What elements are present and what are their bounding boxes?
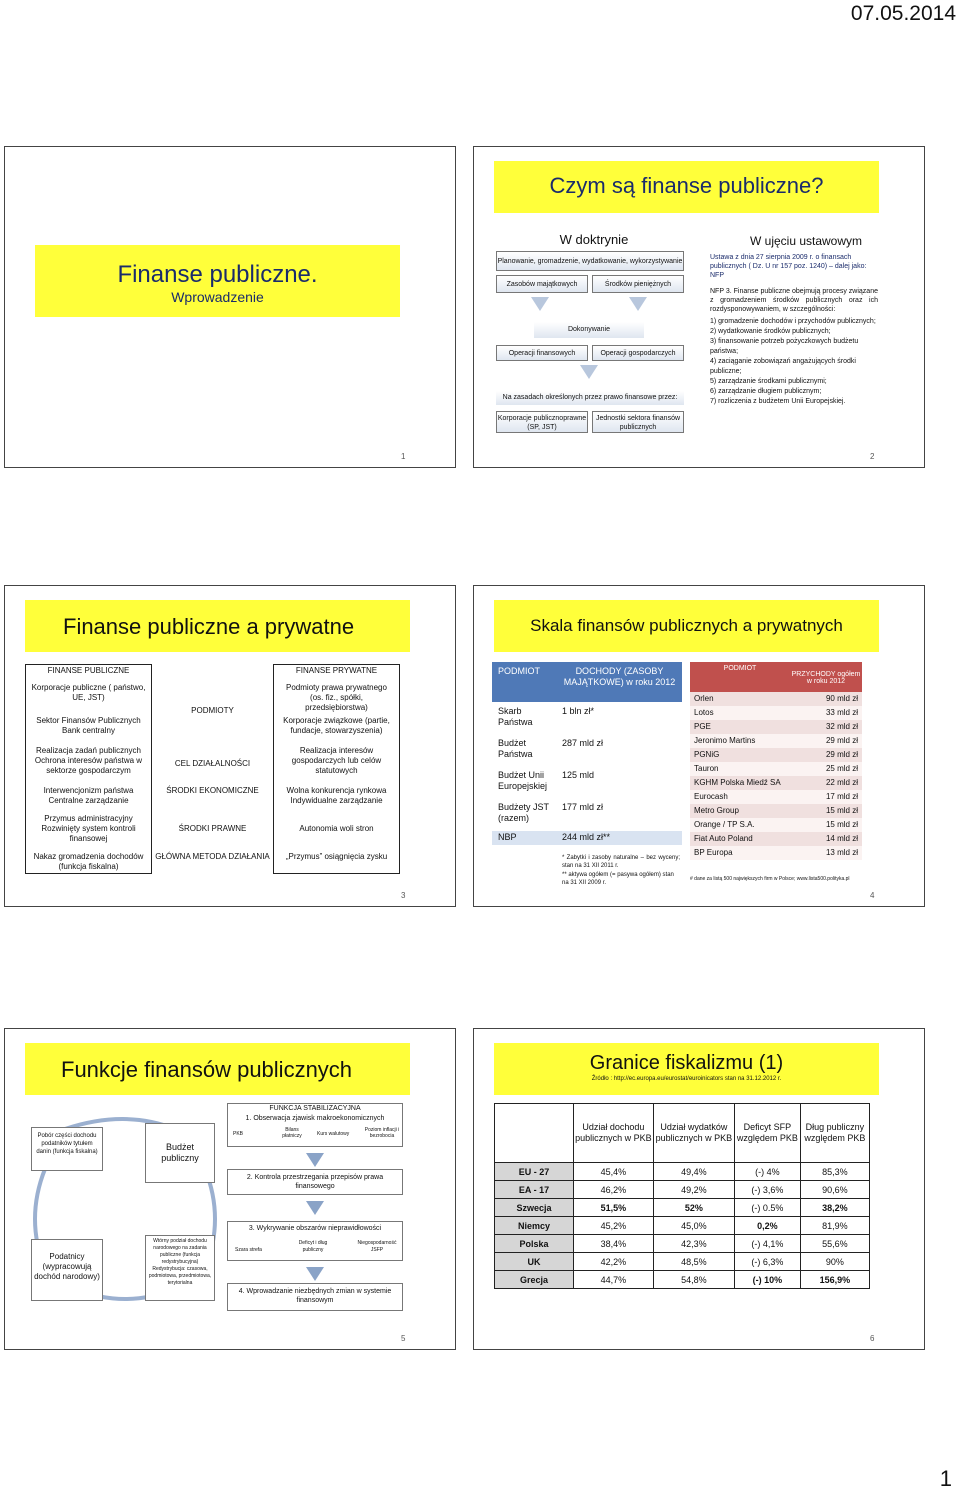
public-cell: Korporacje publiczne ( państwo, UE, JST) <box>31 683 146 702</box>
public-sector-units-box: Jednostki sektora finansów publicznych <box>592 411 684 433</box>
public-corporations-box: Korporacje publicznoprawne (SP, JST) <box>496 411 588 433</box>
value-cell: 38,4% <box>574 1235 654 1253</box>
value-cell: 42,3% <box>653 1235 734 1253</box>
company-name: KGHM Polska Miedź SA <box>694 778 781 787</box>
company-revenue: 22 mld zł <box>825 778 858 787</box>
company-name: Jeronimo Martins <box>694 736 756 745</box>
slide-1-title: Finanse publiczne. <box>117 261 318 288</box>
company-row <box>690 818 862 832</box>
company-name: Tauron <box>694 764 719 773</box>
value-cell: 51,5% <box>574 1199 654 1217</box>
private-cell: Podmioty prawa prywatnego (os. fiz., spółki, przedsiębiorstwa) <box>286 683 387 712</box>
article-item: 5) zarządzanie środkami publicznymi; <box>710 378 827 385</box>
article-item: 4) zaciąganie zobowiązań angażujących środki publiczne; <box>710 358 856 375</box>
down-arrow-icon <box>629 297 647 311</box>
company-row <box>690 748 862 762</box>
assets-box: Zasobów majątkowych <box>496 275 588 293</box>
value-cell: 54,8% <box>653 1271 734 1289</box>
company-row <box>690 846 862 860</box>
companies-header <box>690 662 862 694</box>
page-number: 1 <box>939 1466 952 1491</box>
header-cell: Dług publiczny względem PKB <box>800 1104 869 1163</box>
stabilization-step-4: 4. Wprowadzanie niezbędnych zmian w systemie finansowym <box>238 1288 392 1304</box>
down-arrow-icon <box>531 297 549 311</box>
fiscal-limits-table <box>494 1103 870 1289</box>
slide-3-title-box <box>25 600 410 652</box>
entity-cell: Budżet Unii Europejskiej <box>498 770 548 791</box>
company-revenue: 29 mld zł <box>825 736 858 745</box>
companies-head-entity: PODMIOT <box>723 665 757 672</box>
header-cell <box>495 1104 574 1163</box>
table-row <box>495 1217 870 1235</box>
company-name: PGE <box>694 722 711 731</box>
stabilization-step-3: 3. Wykrywanie obszarów nieprawidłowości <box>248 1225 382 1232</box>
slide-2-title: Czym są finanse publiczne? <box>549 173 824 198</box>
stabilization-step-2: 2. Kontrola przestrzegania przepisów prawa finansowego <box>246 1174 384 1190</box>
slide-5-title: Funkcje finansów publicznych <box>61 1057 353 1082</box>
funds-box: Środków pieniężnych <box>592 275 684 293</box>
income-cell: 1 bln zł* <box>562 706 595 716</box>
macro-item: Poziom inflacji i bezrobocia <box>364 1127 400 1139</box>
public-head-income: DOCHODY (ZASOBY MAJĄTKOWE) w roku 2012 <box>563 666 676 687</box>
value-cell: (-) 3,6% <box>734 1181 800 1199</box>
income-cell: 244 mld zł** <box>562 832 611 842</box>
table-row <box>495 1271 870 1289</box>
company-name: Orlen <box>694 694 714 703</box>
public-cell: Sektor Finansów Publicznych Bank centralny <box>36 716 141 735</box>
redistribution-box: Wtórny podział dochodu narodowego na zadania publiczne (funkcja redystrybucyjna) Redystrybucja: czasowa, podmiotowa, przedmiotowa, terytorialna <box>145 1235 215 1301</box>
country-cell: Szwecja <box>495 1199 574 1217</box>
private-cell: Korporacje związkowe (partie, fundacje, stowarzyszenia) <box>283 716 390 735</box>
category-label: ŚRODKI EKONOMICZNE <box>166 786 259 795</box>
country-cell: UK <box>495 1253 574 1271</box>
public-cell: Realizacja zadań publicznych Ochrona interesów państwa w sektorze gospodarczym <box>34 746 143 775</box>
value-cell: (-) 4% <box>734 1163 800 1181</box>
table-row <box>495 1199 870 1217</box>
down-arrow-icon <box>306 1201 324 1215</box>
value-cell: (-) 0.5% <box>734 1199 800 1217</box>
macro-item: Kurs walutowy <box>317 1131 350 1137</box>
company-revenue: 17 mld zł <box>825 792 858 801</box>
company-name: Eurocash <box>694 792 728 801</box>
down-arrow-icon <box>306 1153 324 1167</box>
article-item: 1) gromadzenie dochodów i przychodów publicznych; <box>710 318 876 325</box>
public-cell: Przymus administracyjny Rozwinięty system kontroli finansowej <box>41 814 136 843</box>
doctrine-title: W doktrynie <box>559 232 629 247</box>
company-row <box>690 776 862 790</box>
company-row <box>690 832 862 846</box>
category-label: PODMIOTY <box>191 706 234 715</box>
companies-table <box>690 662 862 694</box>
slide-5 <box>4 1028 456 1350</box>
macro-item: PKB <box>233 1131 244 1137</box>
value-cell: (-) 6,3% <box>734 1253 800 1271</box>
value-cell: 49,4% <box>653 1163 734 1181</box>
entity-cell: Budżety JST (razem) <box>498 802 549 823</box>
slide-6 <box>473 1028 925 1350</box>
table-header-row <box>495 1104 870 1163</box>
country-cell: Grecja <box>495 1271 574 1289</box>
irregularity-item: Niegospodarność JSFP <box>357 1240 397 1253</box>
company-name: BP Europa <box>694 848 733 857</box>
value-cell: 85,3% <box>800 1163 869 1181</box>
doctrine-top-box: Planowanie, gromadzenie, wydatkowanie, wykorzystywanie <box>496 251 684 271</box>
law-reference: Ustawa z dnia 27 sierpnia 2009 r. o finansach publicznych ( Dz. U nr 157 poz. 1240) – dalej jako: NFP <box>710 254 867 279</box>
company-revenue: 29 mld zł <box>825 750 858 759</box>
irregularity-item: Deficyt i dług publiczny <box>298 1240 328 1253</box>
down-arrow-icon <box>580 365 598 379</box>
value-cell: 45,0% <box>653 1217 734 1235</box>
slide-number: 6 <box>870 1334 875 1343</box>
public-row <box>492 738 682 768</box>
company-row <box>690 762 862 776</box>
company-row <box>690 706 862 720</box>
slide-number: 3 <box>401 891 406 900</box>
fiscal-function-box: Pobór części dochodu podatników tytułem danin (funkcja fiskalna) <box>31 1127 103 1171</box>
value-cell: (-) 4,1% <box>734 1235 800 1253</box>
value-cell: (-) 10% <box>734 1271 800 1289</box>
value-cell: 44,7% <box>574 1271 654 1289</box>
country-cell: Niemcy <box>495 1217 574 1235</box>
execution-box: Dokonywanie <box>534 322 644 338</box>
income-cell: 177 mld zł <box>562 802 604 812</box>
companies-head-revenue: PRZYCHODY ogółem w roku 2012 <box>791 671 861 685</box>
value-cell: 55,6% <box>800 1235 869 1253</box>
nbp-row <box>492 831 682 845</box>
stabilization-step-1: 1. Obserwacja zjawisk makroekonomicznych <box>245 1115 385 1122</box>
article-item: 7) rozliczenia z budżetem Unii Europejskiej. <box>710 398 846 405</box>
entity-cell: Budżet Państwa <box>498 738 533 759</box>
country-cell: EA - 17 <box>495 1181 574 1199</box>
country-cell: EU - 27 <box>495 1163 574 1181</box>
slide-3 <box>4 585 456 907</box>
header-cell: Udział wydatków publicznych w PKB <box>653 1104 734 1163</box>
company-revenue: 13 mld zł <box>825 848 858 857</box>
slide-4 <box>473 585 925 907</box>
value-cell: 45,2% <box>574 1217 654 1235</box>
category-label: GŁÓWNA METODA DZIAŁANIA <box>155 852 270 861</box>
table-row <box>495 1181 870 1199</box>
article-intro: NFP 3. Finanse publiczne obejmują procesy związane z gromadzeniem środków publicznych oraz ich rozdysponowywaniem, w szczególności: <box>710 288 878 313</box>
public-scale-table <box>492 662 682 832</box>
company-revenue: 25 mld zł <box>825 764 858 773</box>
value-cell: 81,9% <box>800 1217 869 1235</box>
private-cell: Wolna konkurencja rynkowa Indywidualne zarządzanie <box>286 786 387 805</box>
value-cell: 0,2% <box>734 1217 800 1235</box>
public-head-entity: PODMIOT <box>498 666 540 676</box>
public-budget-box: Budżet publiczny <box>145 1123 215 1183</box>
public-cell: Nakaz gromadzenia dochodów (funkcja fiskalna) <box>33 852 144 871</box>
slide-4-title: Skala finansów publicznych a prywatnych <box>530 616 843 635</box>
value-cell: 46,2% <box>574 1181 654 1199</box>
value-cell: 156,9% <box>800 1271 869 1289</box>
header-cell: Deficyt SFP względem PKB <box>734 1104 800 1163</box>
stabilization-heading: FUNKCJA STABILIZACYJNA <box>269 1105 361 1112</box>
country-cell: Polska <box>495 1235 574 1253</box>
slide-6-title-box <box>494 1043 879 1095</box>
entity-cell: NBP <box>498 832 517 842</box>
economic-operations-box: Operacji gospodarczych <box>592 345 684 361</box>
company-revenue: 14 mld zł <box>825 834 858 843</box>
header-cell: Udział dochodu publicznych w PKB <box>574 1104 654 1163</box>
macro-item: Bilans płatniczy <box>282 1127 302 1139</box>
value-cell: 52% <box>653 1199 734 1217</box>
slide-1-title-box <box>35 245 400 317</box>
slide-5-title-box <box>25 1043 410 1095</box>
public-private-table <box>25 664 435 874</box>
entity-cell: Skarb Państwa <box>498 706 533 727</box>
public-row <box>492 770 682 800</box>
private-cell: Realizacja interesów gospodarczych lub celów statutowych <box>291 746 382 775</box>
slide-1-subtitle: Wprowadzenie <box>171 289 264 305</box>
slide-3-title: Finanse publiczne a prywatne <box>63 614 355 639</box>
article-item: 2) wydatkowanie środków publicznych; <box>710 328 831 335</box>
table-row <box>495 1163 870 1181</box>
slide-number: 2 <box>870 452 875 461</box>
slide-6-title: Granice fiskalizmu (1) <box>589 1052 784 1074</box>
company-revenue: 33 mld zł <box>825 708 858 717</box>
down-arrow-icon <box>306 1267 324 1281</box>
category-label: CEL DZIAŁALNOŚCI <box>174 759 251 768</box>
company-row <box>690 804 862 818</box>
note-1: * Zabytki i zasoby naturalne – bez wyceny; stan na 31 XII 2011 r. <box>562 855 680 869</box>
private-cell: Autonomia woli stron <box>299 824 374 833</box>
table-row <box>495 1253 870 1271</box>
public-cell: Interwencjonizm państwa Centralne zarządzanie <box>43 786 134 805</box>
law-box: Na zasadach określonych przez prawo finansowe przez: <box>496 391 684 405</box>
company-name: PGNiG <box>694 750 720 759</box>
companies-source: # dane za listą 500 największych firm w Polsce; www.lista500.polityka.pl <box>690 876 850 882</box>
slide-6-source: Źródło : http://ec.europa.eu/eurostat/euroinicators stan na 31.12.2012 r. <box>591 1076 782 1082</box>
slide-number: 5 <box>401 1334 406 1343</box>
value-cell: 48,5% <box>653 1253 734 1271</box>
note-2: ** aktywa ogółem (= pasywa ogółem) stan na 31 XII 2009 r. <box>562 872 674 886</box>
company-revenue: 15 mld zł <box>825 806 858 815</box>
slide-1 <box>4 146 456 468</box>
slide-number: 4 <box>870 891 875 900</box>
category-label: ŚRODKI PRAWNE <box>178 824 247 833</box>
income-cell: 125 mld <box>562 770 595 780</box>
article-item: 3) finansowanie potrzeb pożyczkowych budżetu państwa; <box>710 338 859 355</box>
slide-2 <box>473 146 925 468</box>
slide-2-title-box <box>494 161 879 213</box>
public-heading: FINANSE PUBLICZNE <box>47 666 130 675</box>
company-name: Orange / TP S.A. <box>694 820 755 829</box>
company-row <box>690 720 862 734</box>
private-cell: „Przymus” osiągnięcia zysku <box>285 852 388 861</box>
table-row <box>495 1235 870 1253</box>
value-cell: 90,6% <box>800 1181 869 1199</box>
article-items <box>710 317 878 407</box>
company-revenue: 32 mld zł <box>825 722 858 731</box>
value-cell: 45,4% <box>574 1163 654 1181</box>
header-date: 07.05.2014 <box>850 2 956 25</box>
value-cell: 49,2% <box>653 1181 734 1199</box>
taxpayers-box: Podatnicy (wypracowują dochód narodowy) <box>31 1239 103 1301</box>
statutory-title: W ujęciu ustawowym <box>749 234 863 248</box>
company-row <box>690 692 862 706</box>
public-row <box>492 802 682 830</box>
private-heading: FINANSE PRYWATNE <box>295 666 378 675</box>
value-cell: 90% <box>800 1253 869 1271</box>
article-item: 6) zarządzanie długiem publicznym; <box>710 388 822 395</box>
value-cell: 38,2% <box>800 1199 869 1217</box>
company-revenue: 15 mld zł <box>825 820 858 829</box>
company-row <box>690 734 862 748</box>
company-name: Metro Group <box>694 806 739 815</box>
public-row <box>492 706 682 736</box>
income-cell: 287 mld zł <box>562 738 604 748</box>
company-row <box>690 790 862 804</box>
financial-operations-box: Operacji finansowych <box>496 345 588 361</box>
value-cell: 42,2% <box>574 1253 654 1271</box>
company-name: Lotos <box>694 708 714 717</box>
slide-number: 1 <box>401 452 406 461</box>
slide-4-title-box <box>494 600 879 652</box>
company-revenue: 90 mld zł <box>825 694 858 703</box>
irregularity-item: Szara strefa <box>235 1247 262 1253</box>
company-name: Fiat Auto Poland <box>694 834 753 843</box>
